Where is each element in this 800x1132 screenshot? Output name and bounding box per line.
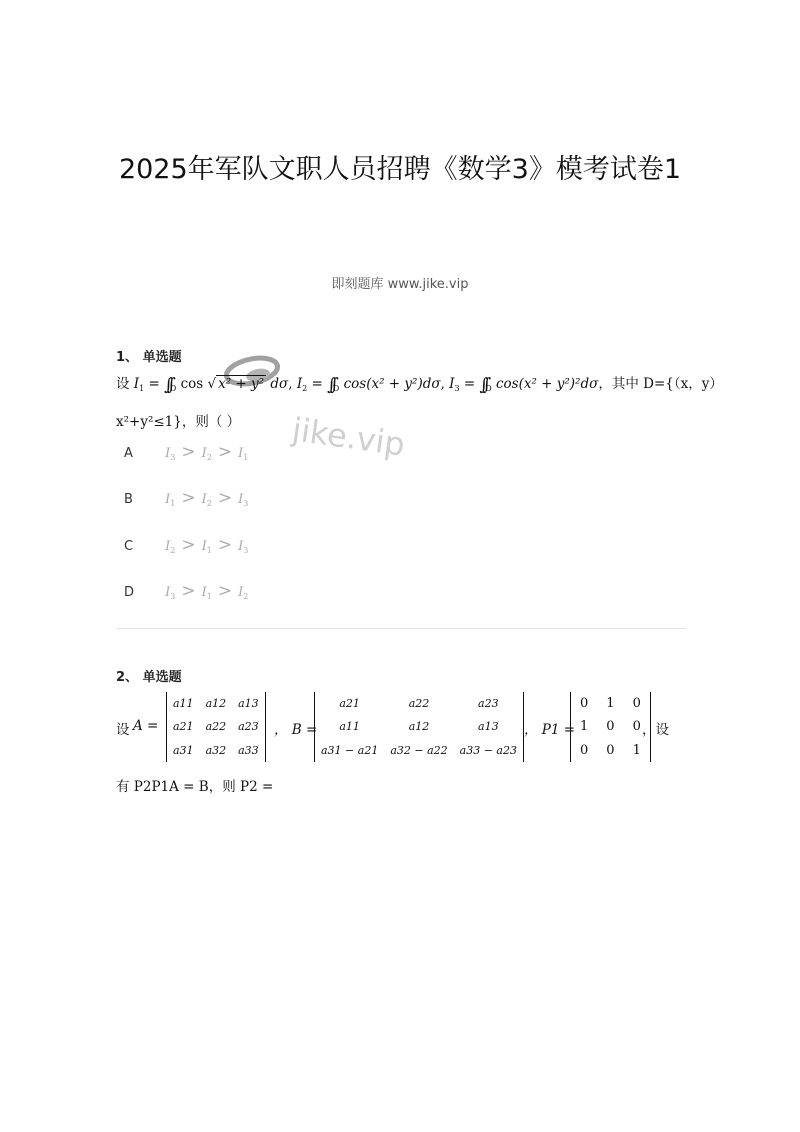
question-2-type: 单选题 <box>142 670 182 685</box>
option-a[interactable] <box>124 442 248 466</box>
option-letter: D <box>124 585 135 600</box>
option-d[interactable] <box>124 581 248 605</box>
matrix-p1: 0 1 0 1 0 0 0 0 1 <box>570 692 651 762</box>
option-letter: C <box>124 539 134 554</box>
question-1-type: 单选题 <box>142 350 182 365</box>
watermark-text: jike.vip <box>289 410 408 464</box>
option-expression: $I_3 > I_2 > I_1$ <box>165 442 249 462</box>
double-integral-icon: ∫∫ <box>327 375 333 395</box>
double-integral-icon: ∫∫ <box>164 375 170 395</box>
option-letter: A <box>124 446 133 461</box>
question-divider <box>116 628 686 629</box>
matrix-b: a21 a22 a23 a11 a12 a13 a31 − a21 a32 − a22 a33 − a23 <box>314 692 524 762</box>
question-1-header <box>116 346 182 365</box>
option-c[interactable] <box>124 535 248 559</box>
double-integral-icon: ∫∫ <box>479 375 486 395</box>
document-source: 即刻题库 www.jike.vip <box>331 277 469 292</box>
option-expression: $I_2 > I_1 > I_3$ <box>165 535 249 555</box>
question-2-stem: 设 A = a11 a12 a13 a21 a22 a23 a31 a32 a33 ， B = a21 a22 a23 a11 a12 a13 a31 − a21 a32 − a22 a33 − a23 ， P1 = 0 1 0 1 0 0 0 0 1 ，设 <box>116 692 696 764</box>
option-expression: $I_3 > I_1 > I_2$ <box>165 581 249 601</box>
document-title: 2025年军队文职人员招聘《数学3》模考试卷1 <box>118 154 682 185</box>
question-1-stem-line2: x²+y²≤1}，则（ ） <box>116 414 241 430</box>
matrix-a: a11 a12 a13 a21 a22 a23 a31 a32 a33 <box>166 692 266 762</box>
question-2-stem-line2: 有 P2P1A = B，则 P2 = <box>116 779 274 795</box>
question-1-stem: 设 $I_1 = \int\int_D$ cos √ x² + y² dσ, $I_2 = \int\int_D$ cos(x² + y²)dσ, $I_3 = \int\int_D$ cos(x² + y²)²dσ，其中 D={（x，y） <box>116 375 723 395</box>
question-2-header <box>116 666 182 685</box>
question-2-number: 2、 <box>116 670 139 685</box>
option-letter: B <box>124 492 133 507</box>
option-expression: $I_1 > I_2 > I_3$ <box>165 488 249 508</box>
question-1-number: 1、 <box>116 350 139 365</box>
option-b[interactable] <box>124 488 248 512</box>
